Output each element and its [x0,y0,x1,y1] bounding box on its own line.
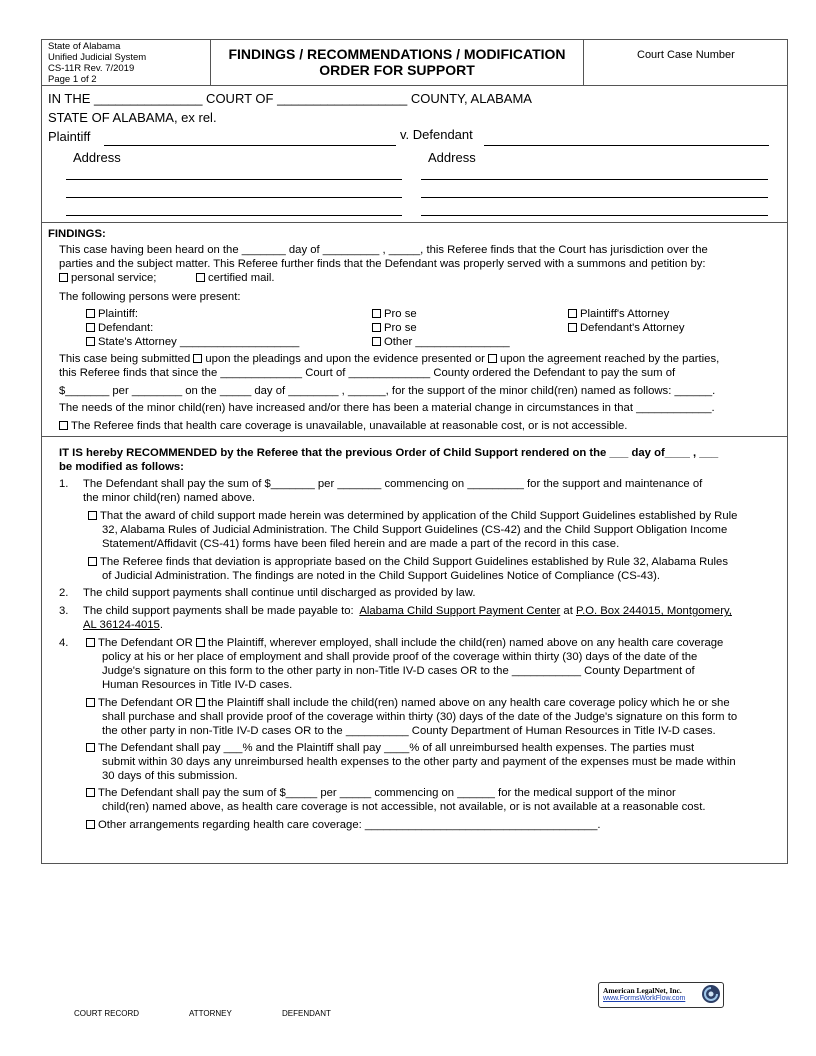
guidelines-line-c: Statement/Affidavit (CS-41) forms have been filed herein and are made a part of the record in this case. [102,538,620,550]
defendant-label: v. Defendant [400,127,473,142]
title-line-1: FINDINGS / RECOMMENDATIONS / MODIFICATION [228,46,566,62]
defendant-address-line-2[interactable] [421,197,768,198]
payment-center: Alabama Child Support Payment Center [359,605,561,617]
item-1-number: 1. [59,478,69,490]
deviation-line-a: The Referee finds that deviation is appropriate based on the Child Support Guidelines established by Rule 32, Alabama Rules [100,556,728,568]
prior-amount-line: $_______ per ________ on the _____ day of ________ , ______, for the support of the minor child(ren) named as follows: ______. [59,385,716,397]
payment-zip: AL 36124-4015 [83,619,160,631]
pro-se-1-label: Pro se [384,308,417,320]
present-plaintiff-checkbox[interactable] [86,309,95,318]
deviation-checkbox[interactable] [88,557,97,566]
health-3-line-b: submit within 30 days any unreimbursed health expenses to the other party and payment of the expenses must be made within [102,756,736,768]
guidelines-line-a: That the award of child support made herein was determined by application of the Child Support Guidelines established by Rule [100,510,738,522]
guidelines-line-b: 32, Alabama Rules of Judicial Administration. The Child Support Guidelines (CS-42) and the Child Support Obligation Income [102,524,728,536]
health-1-line-d: Human Resources in Title IV-D cases. [102,679,293,691]
present-pro-se-1[interactable] [372,308,417,322]
globe-icon [701,984,721,1004]
coverage-finding[interactable] [59,420,627,434]
defendant-attorney-checkbox[interactable] [568,323,577,332]
state-ex-rel: STATE OF ALABAMA, ex rel. [48,110,217,125]
health-1-line-b: policy at his or her place of employment and shall provide proof of the coverage within thirty (30) days of the date of the [102,651,698,663]
page-indicator: Page 1 of 2 [48,74,97,85]
health-1-plaintiff-label: the Plaintiff, wherever employed, shall include the child(ren) named above on any health care coverage [207,637,724,649]
american-legalnet-logo[interactable] [598,982,724,1008]
pro-se-2-label: Pro se [384,322,417,334]
present-defendant-attorney[interactable] [568,322,685,336]
plaintiff-address-line-1[interactable] [66,179,402,180]
health-option-1[interactable] [86,637,723,651]
state-label: State of Alabama [48,41,121,52]
present-plaintiff-attorney[interactable] [568,308,669,322]
form-number: CS-11R Rev. 7/2019 [48,63,135,74]
item-2-number: 2. [59,587,69,599]
needs-line: The needs of the minor child(ren) have increased and/or there has been a material change in circumstances in that ____________. [59,402,715,414]
personal-service-checkbox[interactable] [59,273,68,282]
certified-mail-checkbox[interactable] [196,273,205,282]
health-1-defendant-checkbox[interactable] [86,638,95,647]
at-label: at [563,605,573,617]
pro-se-2-checkbox[interactable] [372,323,381,332]
payment-address: P.O. Box 244015, Montgomery, [575,605,732,617]
health-2-defendant-label: The Defendant OR [98,697,193,709]
logo-company-name: American LegalNet, Inc. [603,986,682,995]
form-title [211,46,583,78]
health-2-plaintiff-label: the Plaintiff shall include the child(ren) named above on any health care coverage policy which he or she [207,697,730,709]
health-4-checkbox[interactable] [86,788,95,797]
recommend-heading-2: be modified as follows: [59,461,184,473]
findings-para-1a: This case having been heard on the _______ day of _________ , _____, this Referee finds that the Court has jurisdiction over the [59,244,708,256]
coverage-unavailable-checkbox[interactable] [59,421,68,430]
plaintiff-address-label: Address [73,150,121,165]
health-5-checkbox[interactable] [86,820,95,829]
plaintiff-address-line-3[interactable] [66,215,402,216]
plaintiff-address-line-2[interactable] [66,197,402,198]
certified-mail-label: certified mail. [208,272,275,284]
submission-text: This case being submitted [59,353,191,365]
defendant-attorney-label: Defendant's Attorney [580,322,685,334]
present-state-attorney-label: State's Attorney ___________________ [98,336,300,348]
plaintiff-attorney-label: Plaintiff's Attorney [580,308,670,320]
health-option-2[interactable] [86,697,730,711]
item-3-line-b: AL 36124-4015. [83,619,163,631]
plaintiff-field[interactable] [104,145,396,146]
health-3-line-c: 30 days of this submission. [102,770,238,782]
item-3-number: 3. [59,605,69,617]
health-3-line-a: The Defendant shall pay ___% and the Plaintiff shall pay ____% of all unreimbursed health expenses. The parties must [98,742,695,754]
item-4-number: 4. [59,637,69,649]
item-1-line-a: The Defendant shall pay the sum of $_______ per _______ commencing on _________ for the support and maintenance of [83,478,703,490]
present-other-checkbox[interactable] [372,337,381,346]
copy-attorney: ATTORNEY [189,1009,232,1018]
health-1-defendant-label: The Defendant OR [98,637,193,649]
header-case-cell [583,39,788,86]
deviation-option[interactable] [88,556,728,570]
present-pro-se-2[interactable] [372,322,417,336]
present-state-attorney-checkbox[interactable] [86,337,95,346]
defendant-address-label: Address [428,150,476,165]
item-1-line-b: the minor child(ren) named above. [83,492,256,504]
payable-to-label: The child support payments shall be made payable to: [83,605,354,617]
findings-heading: FINDINGS: [48,228,106,240]
plaintiff-label: Plaintiff [48,129,91,144]
recommend-heading-1: IT IS hereby RECOMMENDED by the Referee that the previous Order of Child Support rendered on the ___ day of____ , ___ [59,447,719,459]
plaintiff-attorney-checkbox[interactable] [568,309,577,318]
copy-court-record: COURT RECORD [74,1009,140,1018]
health-2-line-c: the other party in non-Title IV-D cases OR to the __________ County Department of Human Resources in Title IV-D cases. [102,725,716,737]
copy-defendant: DEFENDANT [282,1009,331,1018]
court-line[interactable]: IN THE _______________ COURT OF __________________ COUNTY, ALABAMA [48,91,532,106]
present-plaintiff-label: Plaintiff: [98,308,138,320]
health-option-3[interactable] [86,742,694,756]
defendant-address-line-3[interactable] [421,215,768,216]
deviation-line-b: of Judicial Administration. The findings are noted in the Child Support Guidelines Notice of Compliance (CS-43). [102,570,661,582]
findings-para-1b: parties and the subject matter. This Referee further finds that the Defendant was properly served with a summons and petition by: [59,258,706,270]
health-1-plaintiff-checkbox[interactable] [196,638,205,647]
logo-url[interactable]: www.FormsWorkFlow.com [603,995,686,1002]
present-defendant-checkbox[interactable] [86,323,95,332]
present-plaintiff[interactable] [86,308,138,322]
health-2-line-b: shall purchase and shall provide proof of the coverage within thirty (30) days of the date of the Judge's signature on this form to [102,711,738,723]
service-personal-option[interactable] [59,272,156,286]
health-4-line-b: child(ren) named above, as health care coverage is not accessible, not available, or is not available at a reasonable cost. [102,801,706,813]
item-3-line-a [83,605,732,619]
pleadings-label: upon the pleadings and upon the evidence presented or [205,353,485,365]
pro-se-1-checkbox[interactable] [372,309,381,318]
present-other[interactable] [372,336,510,350]
guidelines-option[interactable] [88,510,737,524]
health-2-plaintiff-checkbox[interactable] [196,698,205,707]
title-line-2: ORDER FOR SUPPORT [319,62,475,78]
system-label: Unified Judicial System [48,52,147,63]
health-1-line-c: Judge's signature on this form to the other party in non-Title IV-D cases OR to the ___________ County Department of [102,665,695,677]
defendant-address-line-1[interactable] [421,179,768,180]
present-other-label: Other _______________ [384,336,510,348]
present-defendant-label: Defendant: [98,322,154,334]
case-number-label: Court Case Number [637,49,735,61]
present-state-attorney[interactable] [86,336,299,350]
defendant-field[interactable] [484,145,769,146]
health-option-4[interactable] [86,787,676,801]
present-defendant[interactable] [86,322,153,336]
health-4-line-a: The Defendant shall pay the sum of $_____ per _____ commencing on ______ for the medical support of the minor [98,787,676,799]
health-5-label: Other arrangements regarding health care coverage: _____________________________________. [98,819,601,831]
health-2-defendant-checkbox[interactable] [86,698,95,707]
form-origin [48,41,146,85]
prior-order-line: this Referee finds that since the _____________ Court of _____________ County ordered the Defendant to pay the sum of [59,367,676,379]
agreement-checkbox[interactable] [488,354,497,363]
health-3-checkbox[interactable] [86,743,95,752]
pleadings-checkbox[interactable] [193,354,202,363]
coverage-finding-label: The Referee finds that health care coverage is unavailable, unavailable at reasonable cost, or is not accessible. [71,420,628,432]
agreement-label: upon the agreement reached by the parties, [500,353,720,365]
service-certified-option[interactable] [196,272,275,286]
health-option-5[interactable] [86,819,601,833]
personal-service-label: personal service; [71,272,157,284]
present-label: The following persons were present: [59,291,241,303]
guidelines-checkbox[interactable] [88,511,97,520]
item-2-text: The child support payments shall continue until discharged as provided by law. [83,587,476,599]
submission-line [59,353,719,367]
